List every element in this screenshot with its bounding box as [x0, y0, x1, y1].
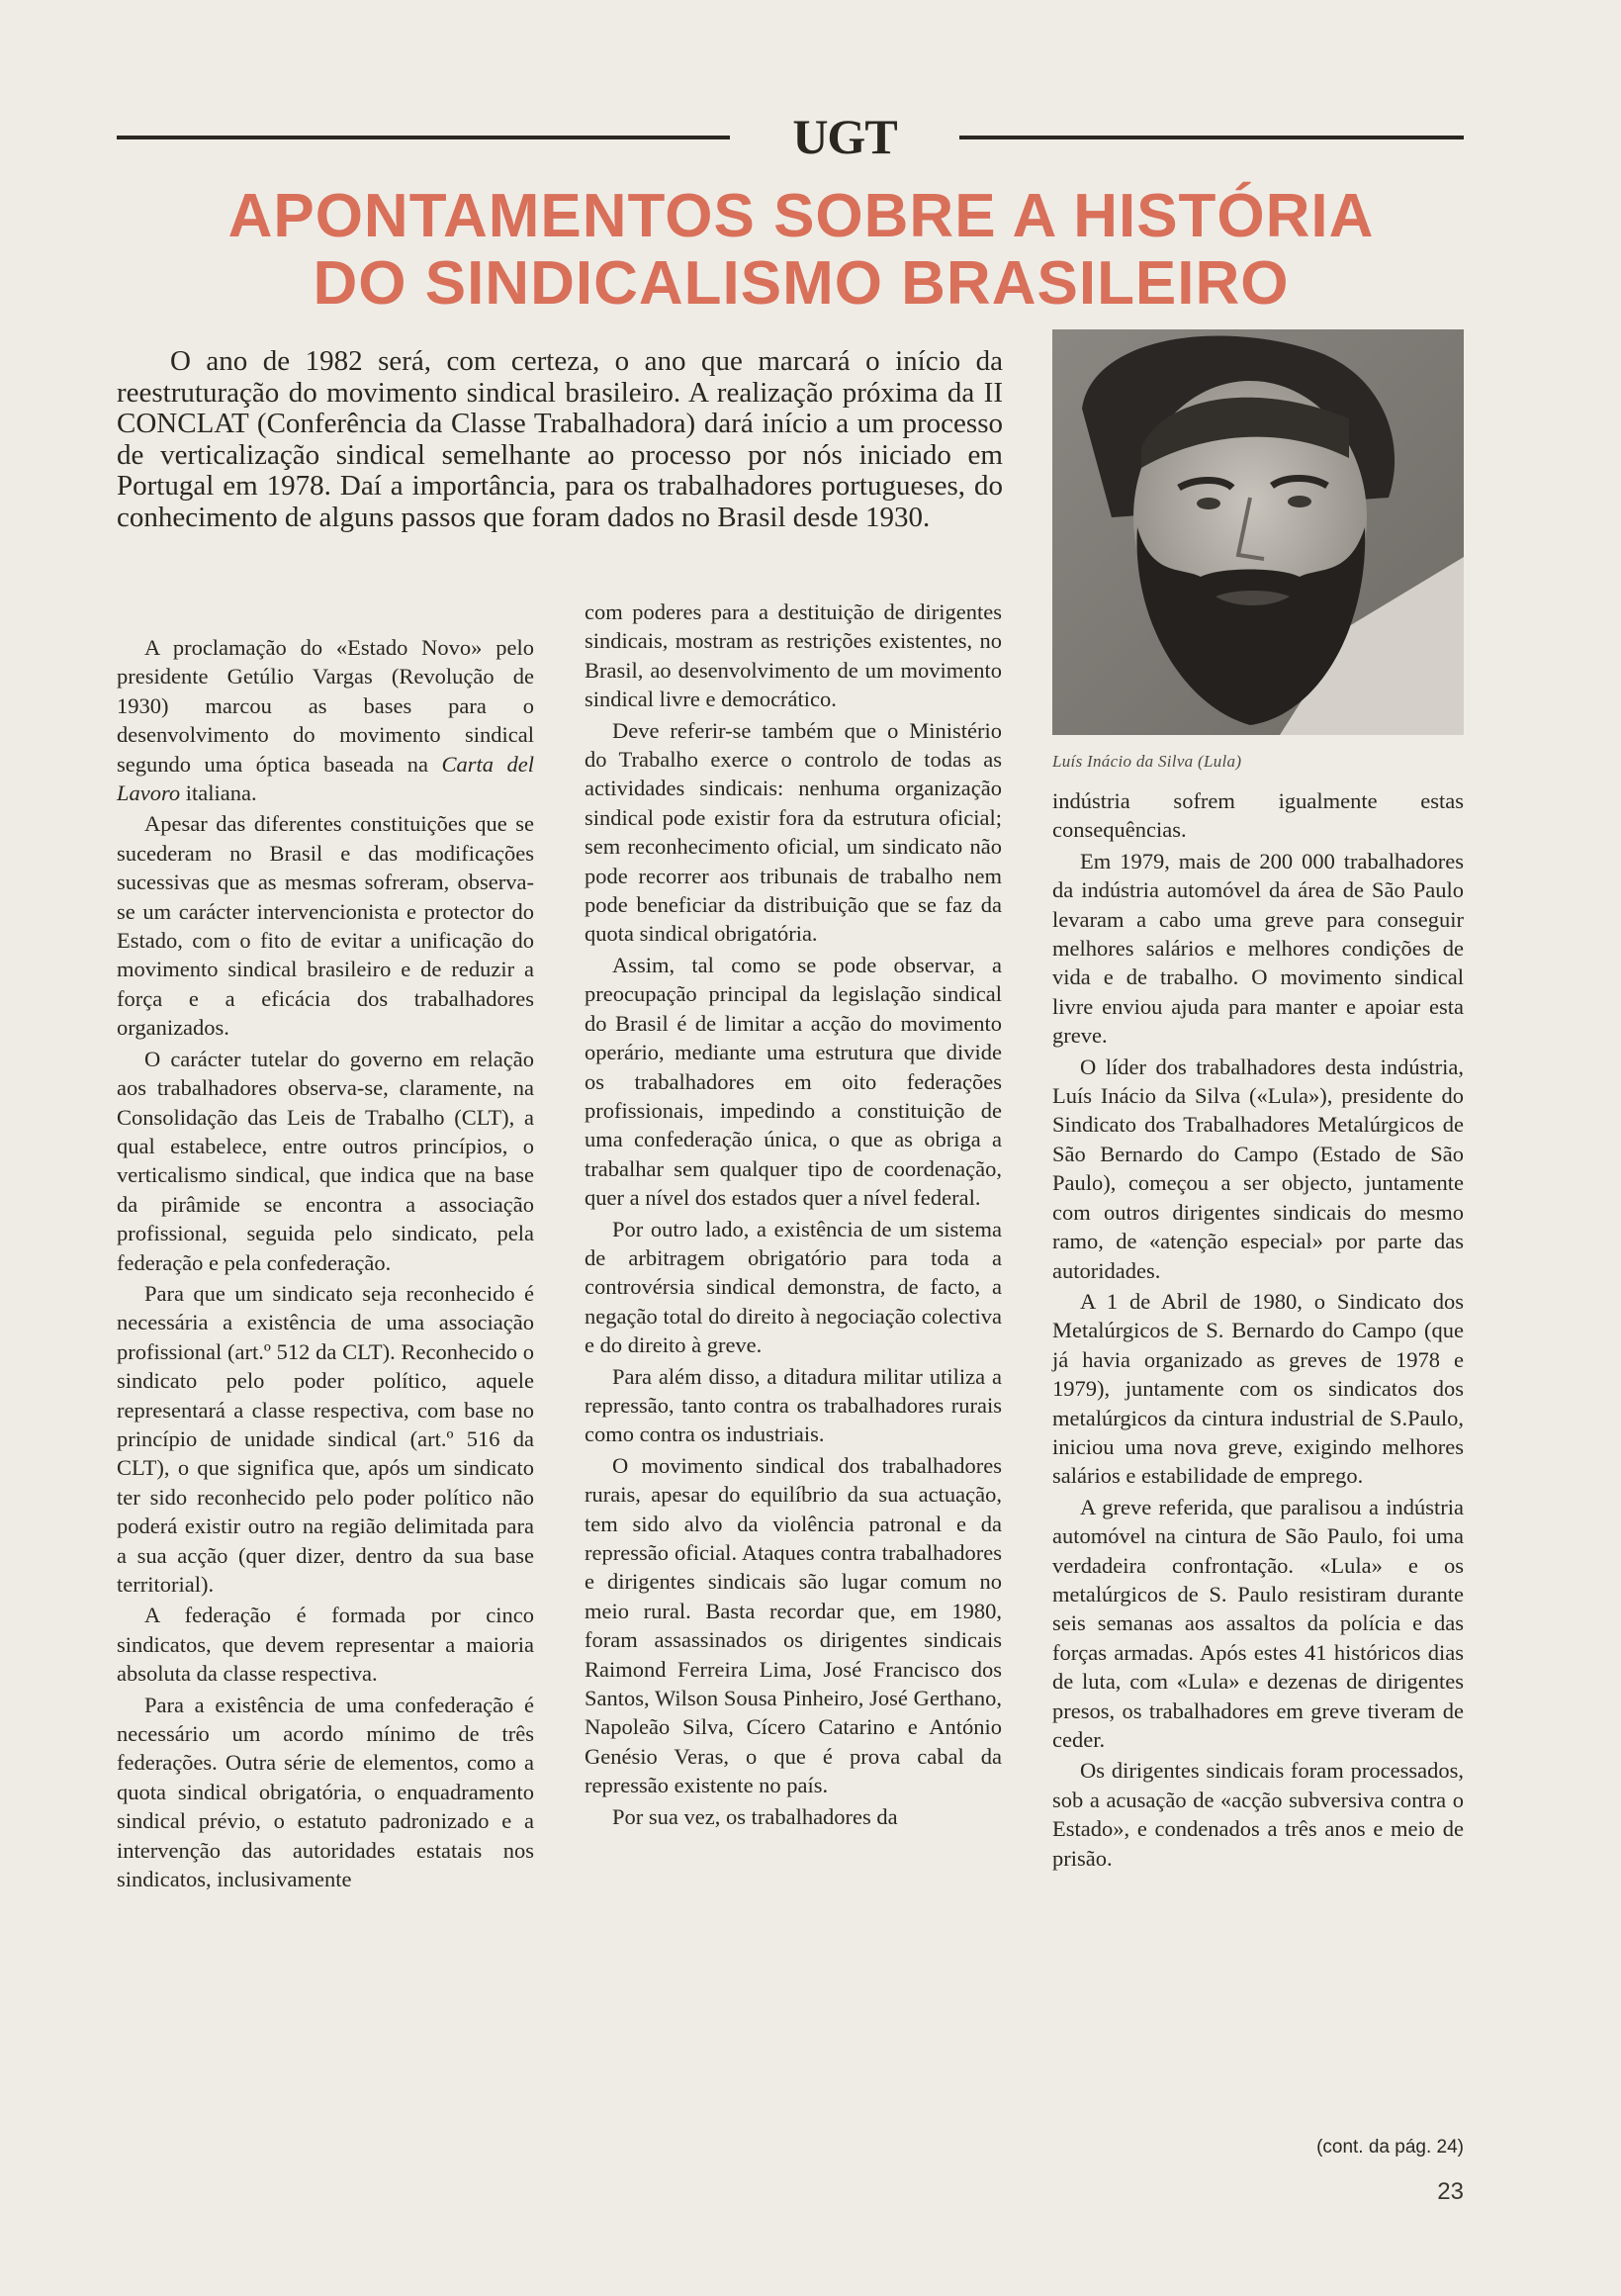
article-title-line-1: APONTAMENTOS SOBRE A HISTÓRIA	[227, 182, 1375, 250]
paragraph: Em 1979, mais de 200 000 trabalhadores da indústria automóvel da área de São Paulo levaram a cabo uma greve para conseguir melhores salários e melhores condições de vida e de trabalho. O movimento sindical livre enviou ajuda para manter e apoiar esta greve.	[1052, 848, 1464, 1049]
paragraph: O carácter tutelar do governo em relação aos trabalhadores observa-se, claramente, na Consolidação das Leis de Trabalho (CLT), a qual estabelece, entre outros princípios, o verticalismo sindical, que indica que na base da pirâmide se encontra a associação profissional, seguida pelo sindicato, pela federação e pela confederação.	[117, 1046, 534, 1275]
paragraph: Apesar das diferentes constituições que se sucederam no Brasil e das modificações sucessivas que as mesmas sofreram, observa-se um carácter intervencionista e protector do Estado, com o fito de evitar a unificação do movimento sindical brasileiro e de reduzir a força e a eficácia dos trabalhadores organizados.	[117, 811, 534, 1041]
paragraph: Para a existência de uma confederação é necessário um acordo mínimo de três federações. Outra série de elementos, como a quota sindical obrigatória, o enquadramento sindical prévio, o estatuto padronizado e a intervenção das autoridades estatais nos sindicatos, inclusivamente	[117, 1692, 534, 1892]
masthead	[117, 107, 1464, 166]
paragraph: A 1 de Abril de 1980, o Sindicato dos Metalúrgicos de S. Bernardo do Campo (que já havia organizado as greves de 1978 e 1979), juntamente com os sindicatos dos metalúrgicos da cintura industrial de S.Paulo, iniciou uma nova greve, exigindo melhores salários e estabilidade de emprego.	[1052, 1288, 1464, 1489]
paragraph: O movimento sindical dos trabalhadores rurais, apesar do equilíbrio da sua actuação, tem sido alvo da violência patronal e da repressão oficial. Ataques contra trabalhadores e dirigentes sindicais são lugar comum no meio rural. Basta recordar que, em 1980, foram assassinados os dirigentes sindicais Raimond Ferreira Lima, José Francisco dos Santos, Wilson Sousa Pinheiro, José Gerthano, Napoleão Silva, Cícero Catarino e António Genésio Veras, o que é prova cabal da repressão existente no país.	[585, 1452, 1002, 1798]
continued-note: (cont. da pág. 24)	[1316, 2137, 1464, 2158]
article-title	[99, 183, 1503, 318]
paragraph: Por sua vez, os trabalhadores da	[612, 1803, 898, 1829]
paragraph: A federação é formada por cinco sindicatos, que devem representar a maioria absoluta da classe respectiva.	[117, 1603, 534, 1687]
paragraph: Para que um sindicato seja reconhecido é necessária a existência de uma associação profissional (art.º 512 da CLT). Reconhecido o sindicato pelo poder político, aquele representará a classe respectiva, com base no princípio de unidade sindical (art.º 516 da CLT), o que significa que, após um sindicato ter sido reconhecido pelo poder político não poderá existir outro na região delimitada para a sua acção (quer dizer, dentro da sua base territorial).	[117, 1280, 534, 1597]
paragraph: A proclamação do «Estado Novo» pelo presidente Getúlio Vargas (Revolução de 1930) marcou as bases para o desenvolvimento do movimento sindical segundo uma óptica baseada na Carta del Lavoro italiana.	[117, 635, 534, 806]
article-title-line-2: DO SINDICALISMO BRASILEIRO	[313, 249, 1290, 318]
masthead-rule-right	[959, 136, 1464, 139]
text-column-3	[1052, 786, 1464, 1873]
masthead-rule-left	[117, 136, 730, 139]
text-column-1	[117, 633, 534, 1893]
photo-caption: Luís Inácio da Silva (Lula)	[1052, 752, 1242, 771]
lead-paragraph: O ano de 1982 será, com certeza, o ano que marcará o início da reestruturação do movimento sindical brasileiro. A realização próxima da II CONCLAT (Conferência da Classe Trabalhadora) dará início a um processo de verticalização sindical semelhante ao processo por nós iniciado em Portugal em 1978. Daí a importância, para os trabalhadores portugueses, do conhecimento de alguns passos que foram dados no Brasil desde 1930.	[117, 345, 1003, 533]
paragraph: Assim, tal como se pode observar, a preocupação principal da legislação sindical do Brasil é de limitar a acção do movimento operário, mediante uma estrutura que divide os trabalhadores em oito federações profissionais, impedindo a constituição de uma confederação única, o que as obriga a trabalhar sem qualquer tipo de coordenação, quer a nível dos estados quer a nível federal.	[585, 952, 1002, 1211]
paragraph: indústria sofrem igualmente estas consequências.	[1052, 788, 1464, 843]
italic-title: Carta del Lavoro	[117, 751, 534, 806]
paragraph: Os dirigentes sindicais foram processados, sob a acusação de «acção subversiva contra o Estado», e condenados a três anos e meio de prisão.	[1052, 1758, 1464, 1871]
paragraph: O líder dos trabalhadores desta indústria, Luís Inácio da Silva («Lula»), presidente do Sindicato dos Trabalhadores Metalúrgicos de São Bernardo do Campo (Estado de São Paulo), começou a ser objecto, juntamente com outros dirigentes sindicais do mesmo ramo, de «atenção especial» por parte das autoridades.	[1052, 1054, 1464, 1283]
paragraph: Por outro lado, a existência de um sistema de arbitragem obrigatório para toda a controvérsia sindical demonstra, de facto, a negação total do direito à negociação colectiva e do direito à greve.	[585, 1216, 1002, 1358]
portrait-image	[1052, 329, 1464, 735]
text-column-2	[585, 597, 1002, 1831]
portrait-photo	[1052, 329, 1464, 735]
paragraph: A greve referida, que paralisou a indústria automóvel na cintura de São Paulo, foi uma verdadeira confrontação. «Lula» e os metalúrgicos de S. Paulo resistiram durante seis semanas aos assaltos da polícia e das forças armadas. Após estes 41 históricos dias de luta, com «Lula» e dezenas de dirigentes presos, os trabalhadores em greve tiveram de ceder.	[1052, 1494, 1464, 1752]
page-number: 23	[1437, 2178, 1464, 2205]
paragraph: com poderes para a destituição de dirigentes sindicais, mostram as restrições existentes, no Brasil, ao desenvolvimento de um movimento sindical livre e democrático.	[585, 599, 1002, 712]
paragraph: Deve referir-se também que o Ministério do Trabalho exerce o controlo de todas as actividades sindicais: nenhuma organização sindical pode existir fora da estrutura oficial; sem reconhecimento oficial, um sindicato não pode recorrer aos tribunais de trabalho nem pode beneficiar da distribuição que se faz da quota sindical obrigatória.	[585, 717, 1002, 947]
ugt-logo: UGT	[792, 109, 897, 164]
paragraph: Para além disso, a ditadura militar utiliza a repressão, tanto contra os trabalhadores rurais como contra os industriais.	[585, 1363, 1002, 1447]
